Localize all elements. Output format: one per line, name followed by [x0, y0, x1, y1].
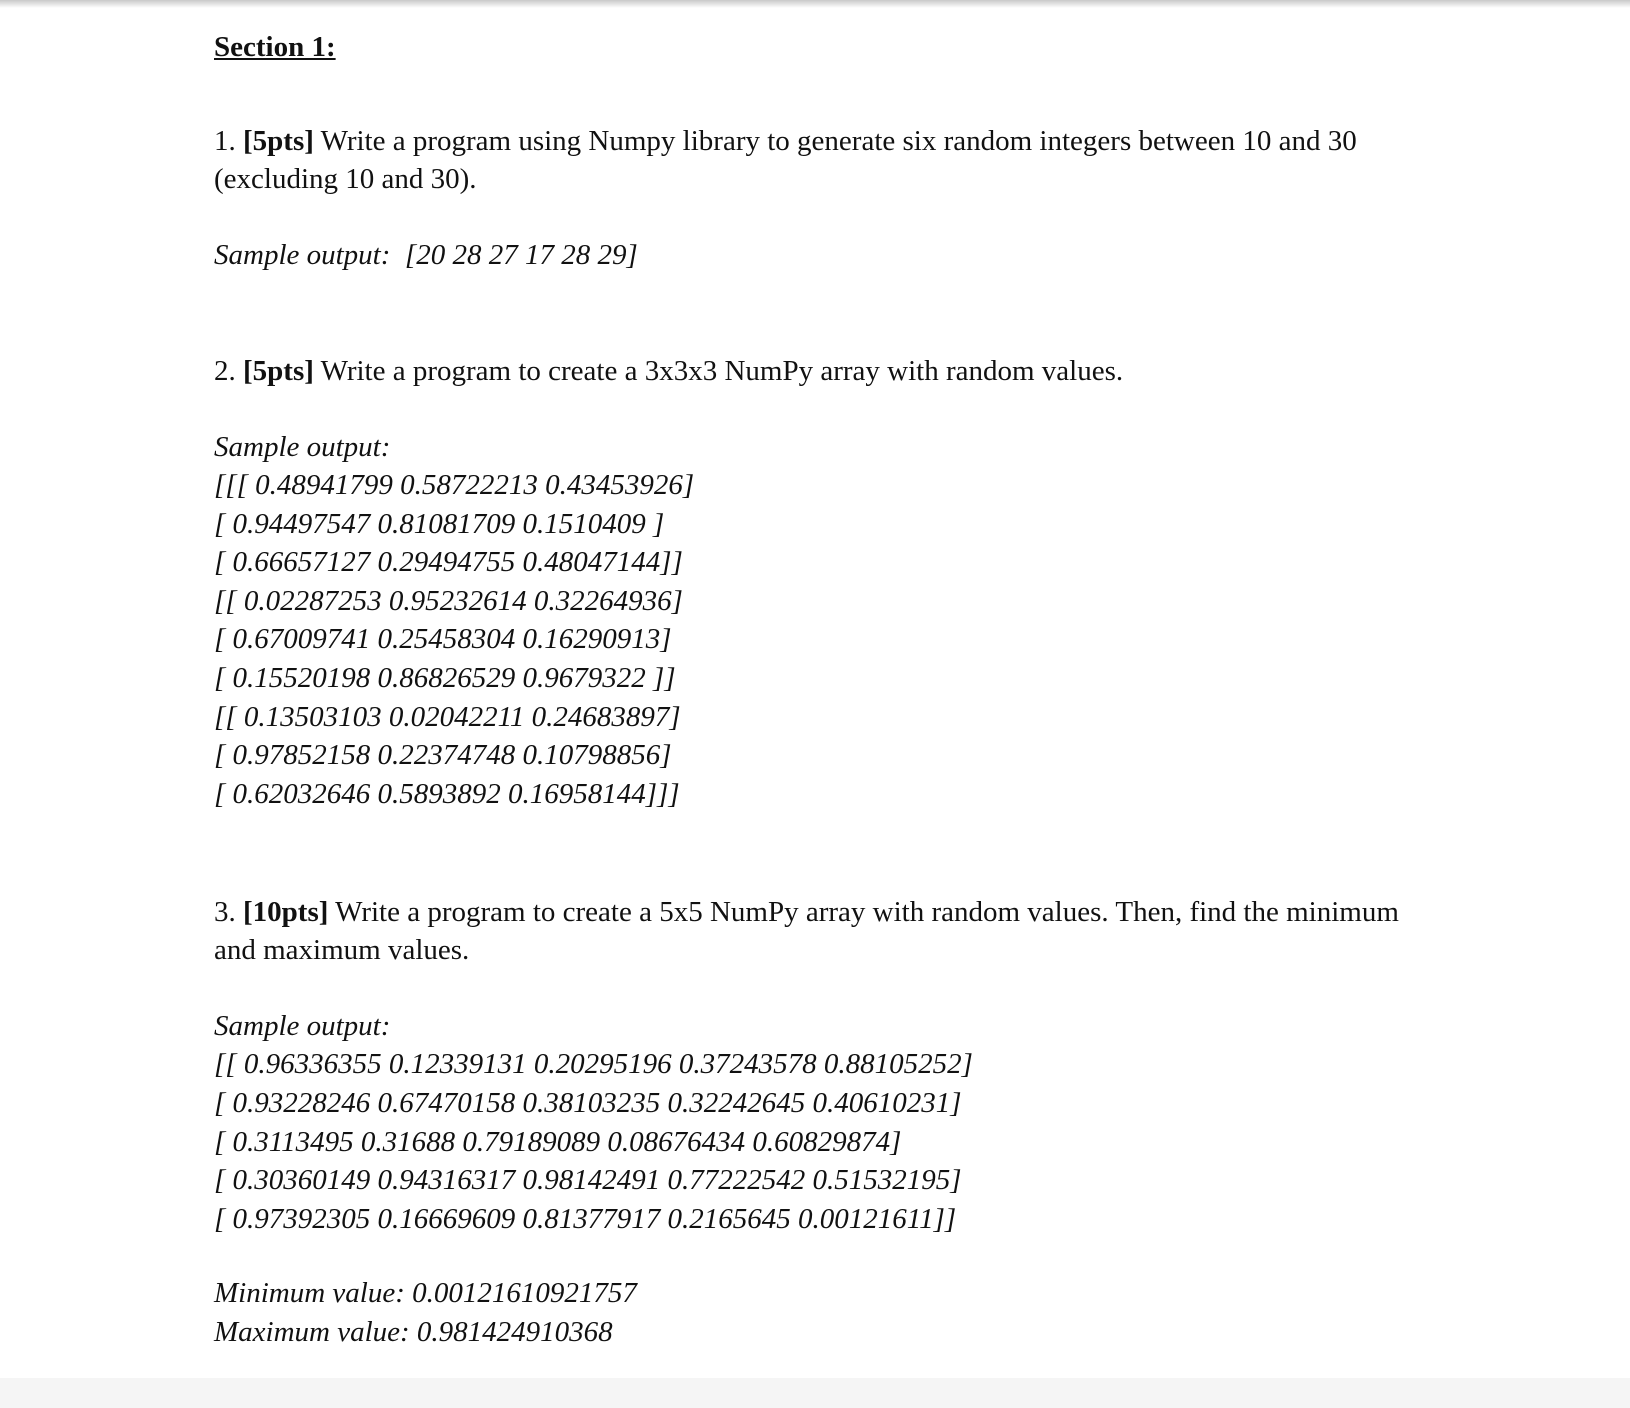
question-2 — [214, 352, 1434, 390]
question-3-text: Write a program to create a 5x5 NumPy array with random values. Then, find the minimum and maximum values. — [214, 896, 1399, 967]
question-1-sample-label: Sample output: — [214, 239, 391, 271]
question-2-sample-label: Sample output: — [214, 431, 391, 463]
output-line: [[ 0.02287253 0.95232614 0.32264936] — [214, 584, 683, 617]
output-line: [ 0.94497547 0.81081709 0.1510409 ] — [214, 507, 665, 540]
document-page — [214, 26, 1434, 1352]
maximum-value-line: Maximum value: 0.981424910368 — [214, 1315, 613, 1348]
output-line: [ 0.66657127 0.29494755 0.48047144]] — [214, 546, 683, 579]
question-3-sample-label: Sample output: — [214, 1010, 391, 1043]
section-title: Section 1: — [214, 31, 336, 63]
output-line: [ 0.97392305 0.16669609 0.81377917 0.2165645 0.00121611]] — [214, 1202, 957, 1235]
question-1 — [214, 122, 1434, 198]
question-1-number: 1. — [214, 125, 236, 157]
question-2-number: 2. — [214, 355, 236, 387]
question-1-points: [5pts] — [243, 125, 314, 157]
window-top-shadow — [0, 0, 1630, 8]
output-line: [ 0.30360149 0.94316317 0.98142491 0.77222542 0.51532195] — [214, 1164, 962, 1197]
question-2-sample-output — [214, 466, 1434, 813]
question-3 — [214, 893, 1434, 969]
question-2-text: Write a program to create a 3x3x3 NumPy array with random values. — [320, 355, 1124, 387]
question-3-min-max — [214, 1274, 1434, 1351]
question-1-sample-output: [20 28 27 17 28 29] — [404, 239, 638, 271]
output-line: [ 0.97852158 0.22374748 0.10798856] — [214, 739, 672, 772]
output-line: [ 0.3113495 0.31688 0.79189089 0.08676434 0.60829874] — [214, 1125, 902, 1158]
question-1-sample — [214, 236, 1434, 274]
question-3-points: [10pts] — [243, 896, 329, 929]
minimum-value-line: Minimum value: 0.00121610921757 — [214, 1277, 637, 1310]
output-line: [ 0.15520198 0.86826529 0.9679322 ]] — [214, 661, 676, 694]
output-line: [[[ 0.48941799 0.58722213 0.43453926] — [214, 469, 695, 501]
question-2-points: [5pts] — [243, 355, 314, 387]
output-line: [[ 0.13503103 0.02042211 0.24683897] — [214, 700, 681, 733]
output-line: [ 0.93228246 0.67470158 0.38103235 0.32242645 0.40610231] — [214, 1086, 962, 1119]
output-line: [ 0.67009741 0.25458304 0.16290913] — [214, 623, 672, 656]
output-line: [ 0.62032646 0.5893892 0.16958144]]] — [214, 777, 680, 810]
output-line: [[ 0.96336355 0.12339131 0.20295196 0.37243578 0.88105252] — [214, 1048, 973, 1081]
question-3-sample-output — [214, 1045, 1434, 1238]
page-bottom-band — [0, 1378, 1630, 1408]
question-3-number: 3. — [214, 896, 236, 929]
question-1-text: Write a program using Numpy library to generate six random integers between 10 and 30 (excluding 10 and 30). — [214, 125, 1357, 195]
